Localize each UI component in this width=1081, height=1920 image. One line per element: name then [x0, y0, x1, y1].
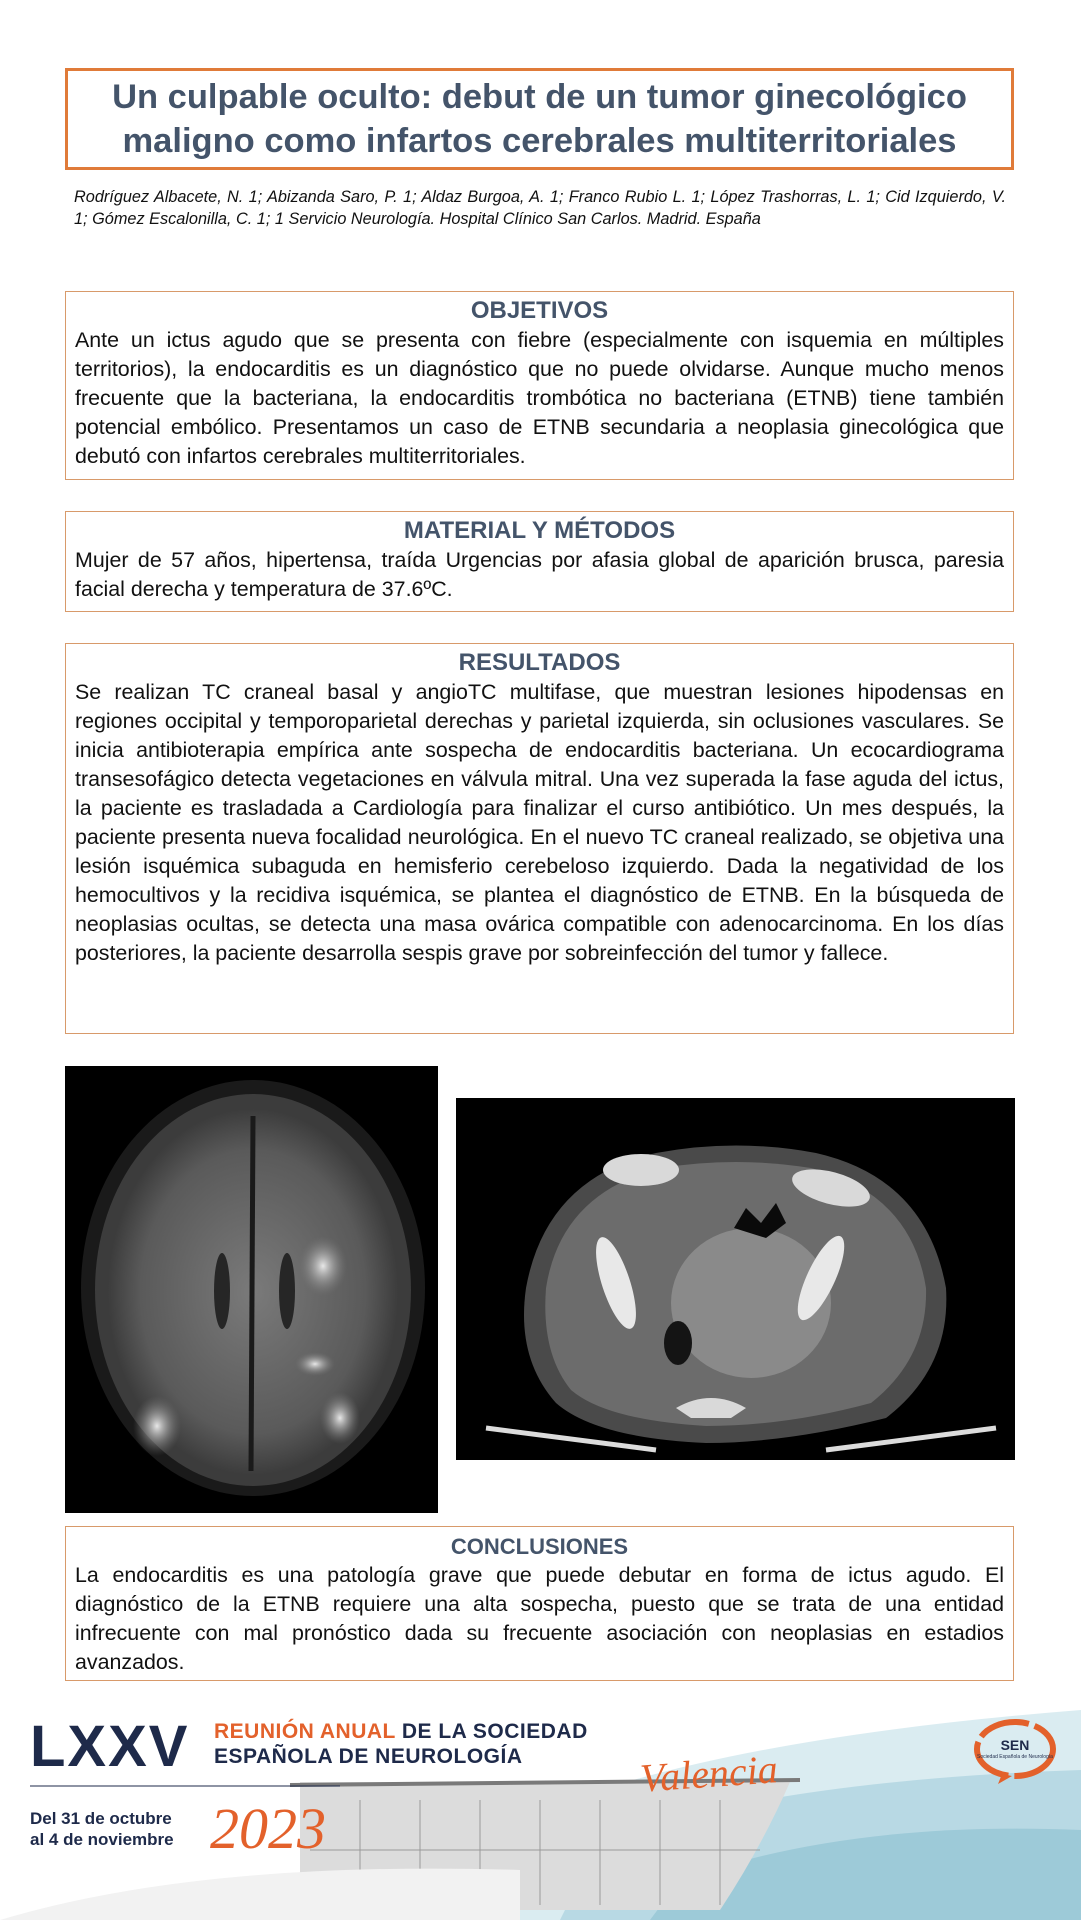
title-box: [65, 68, 1014, 170]
footer-city: Valencia: [638, 1746, 780, 1801]
ct-illustration: [456, 1098, 1015, 1460]
section-heading: CONCLUSIONES: [450, 1534, 629, 1559]
section-text: Se realizan TC craneal basal y angioTC multifase, que muestran lesiones hipodensas en regiones occipital y temporoparietal derechas y parietal izquierda, sin oclusiones vasculares. Se inicia antibioterapia empírica ante sospecha de endocarditis bacteriana. Un ecocardiograma transesofágico detecta vegetaciones en válvula mitral. Una vez superada la fase aguda del ictus, la paciente es trasladada a Cardiología para finalizar el curso antibiótico. Un mes después, la paciente presenta nueva focalidad neurológica. En el nuevo TC craneal realizado, se objetiva una lesión isquémica subaguda en hemisferio cerebeloso izquierdo. Dada la negatividad de los hemocultivos y la recidiva isquémica, se plantea el diagnóstico de ETNB. En la búsqueda de neoplasias ocultas, se detecta una masa ovárica compatible con adenocarcinoma. En los días posteriores, la paciente desarrolla sespis grave por sobreinfección del tumor y fallece.: [75, 680, 1004, 965]
poster-title-line2: maligno como infartos cerebrales multiterritoriales: [122, 122, 957, 160]
footer-banner: [0, 1700, 1081, 1920]
section-resultados: [65, 643, 1014, 1034]
section-text: Mujer de 57 años, hipertensa, traída Urgencias por afasia global de aparición brusca, paresia facial derecha y temperatura de 37.6ºC.: [75, 548, 1004, 601]
footer-title-line2: ESPAÑOLA DE NEUROLOGÍA: [214, 1745, 523, 1768]
mri-illustration: [65, 1066, 438, 1513]
footer-numeral: LXXV: [30, 1714, 190, 1779]
footer-title-rest: DE LA SOCIEDAD: [395, 1720, 588, 1743]
authors: Rodríguez Albacete, N. 1; Abizanda Saro, P. 1; Aldaz Burgoa, A. 1; Franco Rubio L. 1; López Trashorras, L. 1; Cid Izquierdo, V. 1; Gómez Escalonilla, C. 1; 1 Servicio Neurología. Hospital Clínico San Carlos. Madrid. España: [74, 188, 1006, 228]
footer-dates: [30, 1808, 174, 1850]
footer-title-orange: REUNIÓN ANUAL: [214, 1720, 396, 1743]
section-heading: RESULTADOS: [458, 649, 621, 676]
ct-pelvis-image: [456, 1098, 1015, 1460]
section-text: La endocarditis es una patología grave que puede debutar en forma de ictus agudo. El diagnóstico de la ETNB requiere una alta sospecha, puesto que se trata de una entidad infrecuente con mal pronóstico dada su frecuente asociación con neoplasias en estadios avanzados.: [75, 1563, 1004, 1674]
footer-year: 2023: [210, 1796, 326, 1861]
poster-title-line1: Un culpable oculto: debut de un tumor ginecológico: [112, 78, 967, 116]
sen-label: SEN: [1000, 1737, 1030, 1753]
section-heading: OBJETIVOS: [470, 297, 609, 324]
sen-logo: [972, 1716, 1058, 1786]
footer-dates-line2: al 4 de noviembre: [30, 1830, 174, 1849]
mri-brain-image: [65, 1066, 438, 1513]
section-material: [65, 511, 1014, 612]
section-conclusiones: [65, 1526, 1014, 1681]
sen-sub: Sociedad Española de Neurología: [977, 1754, 1053, 1760]
section-text: Ante un ictus agudo que se presenta con fiebre (especialmente con isquemia en múltiples territorios), la endocarditis es un diagnóstico que no puede olvidarse. Aunque mucho menos frecuente que la bacteriana, la endocarditis trombótica no bacteriana (ETNB) tiene también potencial embólico. Presentamos un caso de ETNB secundaria a neoplasia ginecológica que debutó con infartos cerebrales multiterritoriales.: [75, 328, 1004, 468]
section-heading: MATERIAL Y MÉTODOS: [403, 517, 676, 544]
footer-dates-line1: Del 31 de octubre: [30, 1809, 172, 1828]
section-objetivos: [65, 291, 1014, 480]
footer-title-line1: [214, 1720, 588, 1744]
